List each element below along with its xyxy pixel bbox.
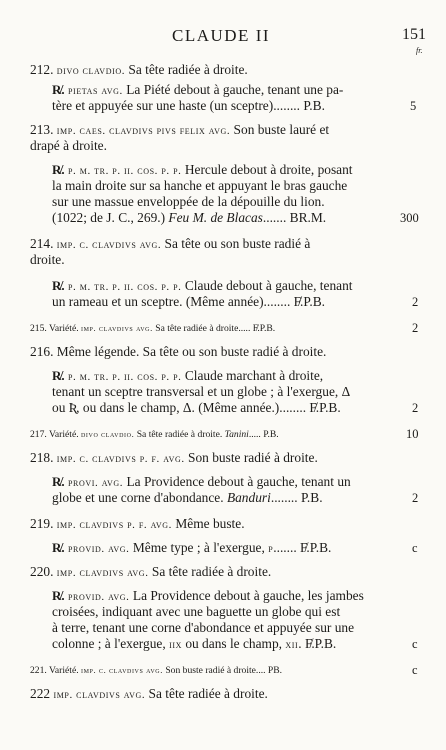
reverse-description-cont: tenant un sceptre transversal et un globe ; à l'exergue, Δ xyxy=(52,384,351,399)
reverse-description: La Providence debout à gauche, tenant un xyxy=(123,474,351,489)
reverse-212-line-1 xyxy=(52,82,343,99)
reverse-216-line-3 xyxy=(52,400,341,416)
reverse-mark: R̸. xyxy=(52,82,65,97)
reverse-213-line-4 xyxy=(52,210,326,226)
obverse-description: Sa tête radiée à droite. xyxy=(148,564,272,579)
rarity-value: c xyxy=(412,637,418,651)
entry-number: 221. xyxy=(30,665,47,676)
obverse-legend: imp. clavdivs avg. xyxy=(81,323,153,333)
rarity-value: 5 xyxy=(410,99,417,113)
collection-name: Feu M. de Blacas xyxy=(168,210,263,225)
module-mark: ....... BR.M. xyxy=(262,210,327,225)
obverse-description-cont: droite. xyxy=(30,252,65,267)
entry-221 xyxy=(30,662,282,679)
reverse-description-cont: ou Ʀ, ou dans le champ, Δ. (Même année.)........ F̸.P.B. xyxy=(52,400,341,415)
reverse-218-line-2 xyxy=(52,490,323,506)
module-mark: ..... P.B. xyxy=(248,429,279,440)
entry-217 xyxy=(30,426,279,443)
entry-212 xyxy=(30,62,248,79)
field-mark: xii xyxy=(285,639,299,651)
rarity-value: 2 xyxy=(412,321,419,335)
obverse-legend: imp. c. clavdivs avg. xyxy=(56,239,162,251)
obverse-legend: divo clavdio. xyxy=(81,429,135,439)
exergue-mark: p xyxy=(268,543,274,555)
rarity-value: c xyxy=(412,541,418,555)
obverse-description: Même buste. xyxy=(172,516,245,531)
module-mark: . F̸.P.B. xyxy=(298,636,337,651)
exergue-mark: iix xyxy=(169,639,182,651)
reverse-220-line-3 xyxy=(52,620,354,636)
obverse-description: Même légende. Sa tête ou son buste radié à droite. xyxy=(53,344,327,359)
obverse-legend: divo clavdio. xyxy=(56,65,126,77)
reverse-description-cont: la main droite sur sa hanche et appuyant le bras gauche xyxy=(52,178,348,193)
obverse-description: Son buste lauré et xyxy=(230,122,330,137)
page-header xyxy=(0,26,446,55)
rarity-value: 2 xyxy=(412,295,419,309)
entry-number: 219. xyxy=(30,516,54,531)
entry-220 xyxy=(30,564,271,581)
entry-215 xyxy=(30,320,275,337)
date-note: (1022; de J. C., 269.) xyxy=(52,210,169,225)
source-name: Tanini xyxy=(224,429,249,440)
page-number: 151 xyxy=(402,26,426,43)
obverse-description: Sa tête radiée à droite. xyxy=(125,62,248,77)
reverse-mark: R̸. xyxy=(52,162,65,177)
reverse-description: Même type ; à l'exergue, xyxy=(129,540,269,555)
reverse-legend: p. m. tr. p. ii. cos. p. p. xyxy=(68,371,182,383)
obverse-legend: imp. c. clavdivs avg. xyxy=(81,665,163,675)
module-mark: ....... F̸.P.B. xyxy=(273,540,332,555)
reverse-description-cont: sur une massue enveloppée de la dépouille du lion. xyxy=(52,194,325,209)
reverse-mark: R̸. xyxy=(52,368,65,383)
reverse-description: Hercule debout à droite, posant xyxy=(181,162,353,177)
reverse-mark: R̸. xyxy=(52,588,65,603)
reverse-description-cont: ou dans le champ, xyxy=(181,636,286,651)
reverse-mark: R̸. xyxy=(52,278,65,293)
reverse-213-line-1 xyxy=(52,162,353,179)
entry-number: 212. xyxy=(30,62,54,77)
reverse-description-cont: colonne ; à l'exergue, xyxy=(52,636,170,651)
reverse-218-line-1 xyxy=(52,474,351,491)
obverse-legend: imp. caes. clavdivs pivs felix avg. xyxy=(56,125,231,137)
obverse-description: Sa tête ou son buste radié à xyxy=(161,236,311,251)
entry-219 xyxy=(30,516,245,533)
rarity-value: 10 xyxy=(406,427,419,441)
reverse-description-cont: à terre, tenant une corne d'abondance et appuyée sur une xyxy=(52,620,355,635)
obverse-legend: imp. clavdivs p. f. avg. xyxy=(56,519,173,531)
obverse-description: Sa tête radiée à droite. xyxy=(134,429,225,440)
reverse-220-line-4 xyxy=(52,636,336,653)
entry-number: 213. xyxy=(30,122,54,137)
entry-218 xyxy=(30,450,318,467)
obverse-description: Sa tête radiée à droite. xyxy=(145,686,268,701)
entry-number: 222 xyxy=(30,686,51,701)
reverse-214-line-2 xyxy=(52,294,325,310)
reverse-description: Claude marchant à droite, xyxy=(181,368,324,383)
reverse-legend: provid. avg. xyxy=(68,591,130,603)
rarity-value: 2 xyxy=(412,401,419,415)
rarity-value: 300 xyxy=(400,211,419,225)
reverse-description: La Providence debout à gauche, les jambes xyxy=(129,588,364,603)
entry-214 xyxy=(30,236,310,253)
obverse-legend: imp. c. clavdivs p. f. avg. xyxy=(56,453,185,465)
variety-label: Variété. xyxy=(49,665,81,676)
obverse-legend: imp. clavdivs avg. xyxy=(56,567,149,579)
entry-number: 216. xyxy=(30,344,54,359)
module-mark: ........ P.B. xyxy=(270,490,323,505)
reverse-description-cont: un rameau et un sceptre. (Même année)........ F̸.P.B. xyxy=(52,294,325,309)
reverse-legend: provi. avg. xyxy=(68,477,124,489)
rarity-value: 2 xyxy=(412,491,419,505)
reverse-description-cont: globe et une corne d'abondance. xyxy=(52,490,227,505)
rarity-value: c xyxy=(412,663,418,677)
reverse-216-line-1 xyxy=(52,368,323,385)
obverse-legend: imp. clavdivs avg. xyxy=(53,689,146,701)
reverse-214-line-1 xyxy=(52,278,353,295)
entry-number: 218. xyxy=(30,450,54,465)
entry-213 xyxy=(30,122,329,139)
obverse-description: Sa tête radiée à droite..... F̸.P.B. xyxy=(152,323,276,334)
reverse-legend: p. m. tr. p. ii. cos. p. p. xyxy=(68,165,182,177)
reverse-legend: provid. avg. xyxy=(68,543,130,555)
reverse-220-line-1 xyxy=(52,588,364,605)
obverse-description: Son buste radié à droite.... PB. xyxy=(162,665,283,676)
variety-label: Variété. xyxy=(49,429,81,440)
variety-label: Variété. xyxy=(49,323,81,334)
source-name: Banduri xyxy=(226,490,271,505)
reverse-description-cont: croisées, indiquant avec une baguette un globe qui est xyxy=(52,604,341,619)
running-title: CLAUDE II xyxy=(172,26,271,45)
reverse-mark: R̸. xyxy=(52,474,65,489)
reverse-213-line-2 xyxy=(52,178,347,194)
reverse-219-line-1 xyxy=(52,540,331,557)
entry-222 xyxy=(30,686,268,703)
entry-number: 215. xyxy=(30,323,47,334)
obverse-description: Son buste radié à droite. xyxy=(184,450,318,465)
entry-214-cont xyxy=(30,252,65,268)
reverse-mark: R̸. xyxy=(52,540,65,555)
reverse-description: Claude debout à gauche, tenant xyxy=(181,278,353,293)
reverse-212-line-2 xyxy=(52,98,325,114)
reverse-216-line-2 xyxy=(52,384,350,400)
reverse-description-cont: tère et appuyée sur une haste (un sceptre)........ P.B. xyxy=(52,98,325,113)
signature-mark: fr. xyxy=(416,46,423,55)
reverse-legend: pietas avg. xyxy=(68,85,123,97)
entry-213-cont xyxy=(30,138,107,154)
entry-number: 214. xyxy=(30,236,54,251)
reverse-220-line-2 xyxy=(52,604,340,620)
entry-number: 217. xyxy=(30,429,47,440)
entry-number: 220. xyxy=(30,564,54,579)
reverse-legend: p. m. tr. p. ii. cos. p. p. xyxy=(68,281,182,293)
obverse-description-cont: drapé à droite. xyxy=(30,138,107,153)
reverse-213-line-3 xyxy=(52,194,325,210)
reverse-description: La Piété debout à gauche, tenant une pa- xyxy=(122,82,344,97)
entry-216 xyxy=(30,344,326,360)
